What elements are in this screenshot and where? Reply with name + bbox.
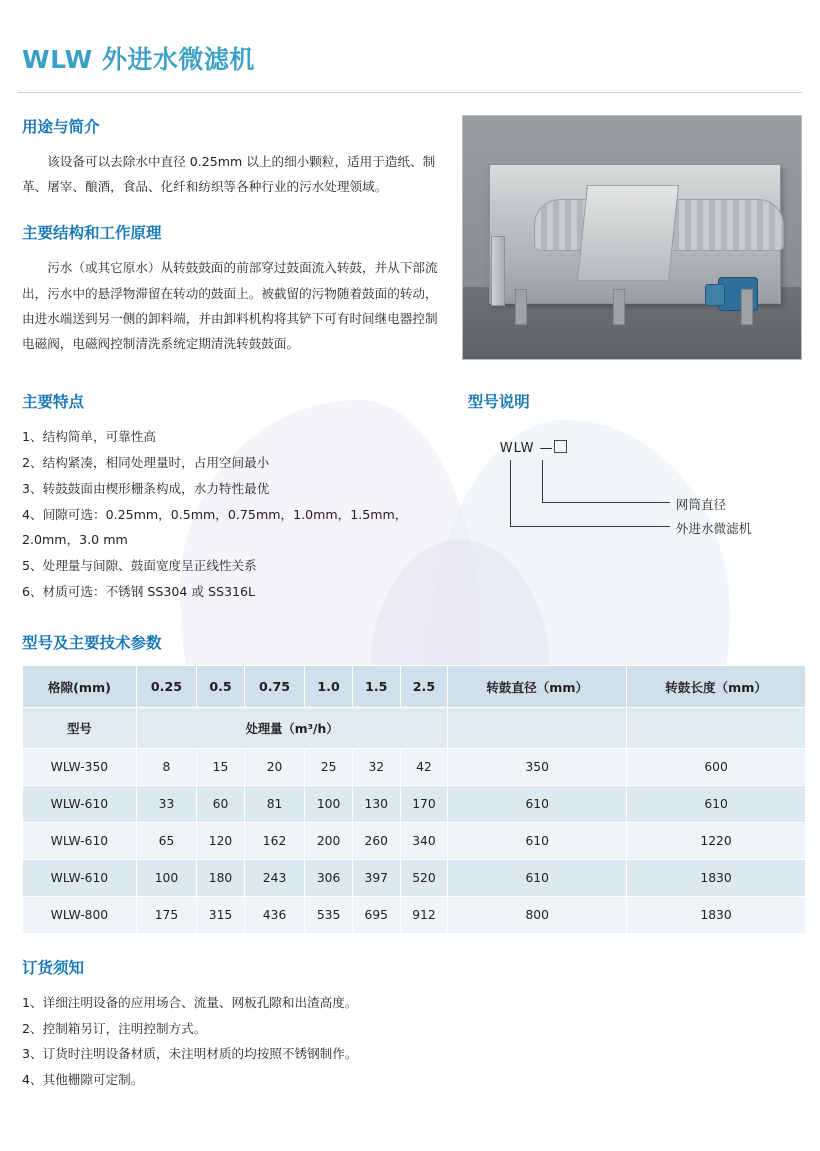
spec-table-body	[23, 707, 806, 933]
spec-table-section	[18, 631, 802, 934]
col-gap-label: 格隙(mm)	[23, 665, 137, 707]
cell-capacity: 695	[352, 896, 400, 933]
list-item: 3、转鼓鼓面由楔形栅条构成，水力特性最优	[22, 480, 270, 496]
list-item: 3、订货时注明设备材质，未注明材质的均按照不锈钢制作。	[22, 1046, 358, 1062]
section-heading-principle: 主要结构和工作原理	[22, 224, 162, 243]
cell-drum-diameter: 610	[448, 785, 627, 822]
table-subheader-row	[23, 707, 806, 748]
cell-capacity: 15	[197, 748, 245, 785]
cell-drum-length: 600	[627, 748, 806, 785]
cell-drum-diameter: 800	[448, 896, 627, 933]
col-gap-1-5: 1.5	[352, 665, 400, 707]
cell-capacity: 120	[197, 822, 245, 859]
cell-capacity: 306	[305, 859, 353, 896]
leader-line-horizontal-upper	[542, 502, 670, 503]
intro-column	[18, 93, 444, 362]
cell-capacity: 32	[352, 748, 400, 785]
cell-model: WLW-800	[23, 896, 137, 933]
list-item: 1、结构简单，可靠性高	[22, 429, 156, 445]
intro-and-photo-row	[18, 93, 802, 362]
leader-line-vertical-inner	[542, 460, 543, 502]
model-code-prefix: WLW	[499, 441, 535, 457]
table-row	[23, 822, 806, 859]
model-code-string	[500, 440, 802, 456]
col-drum-length: 转鼓长度（mm）	[627, 665, 806, 707]
order-notes-section	[18, 956, 802, 1093]
col-gap-1-0: 1.0	[305, 665, 353, 707]
cell-capacity: 25	[305, 748, 353, 785]
subheader-blank-length	[627, 707, 806, 748]
list-item: 2、控制箱另订，注明控制方式。	[22, 1020, 207, 1036]
col-gap-0-5: 0.5	[197, 665, 245, 707]
cell-capacity: 8	[136, 748, 196, 785]
cell-capacity: 912	[400, 896, 448, 933]
model-callout-machine-type: 外进水微滤机	[675, 521, 752, 537]
cell-model: WLW-610	[23, 859, 137, 896]
features-column	[18, 368, 446, 605]
photo-hood	[577, 185, 679, 281]
list-item: 1、详细注明设备的应用场合、流量、网板孔隙和出渣高度。	[22, 994, 358, 1010]
cell-capacity: 397	[352, 859, 400, 896]
cell-capacity: 175	[136, 896, 196, 933]
cell-capacity: 162	[244, 822, 304, 859]
cell-capacity: 100	[305, 785, 353, 822]
cell-drum-length: 1830	[627, 859, 806, 896]
cell-capacity: 20	[244, 748, 304, 785]
principle-paragraph: 污水（或其它原水）从转鼓鼓面的前部穿过鼓面流入转鼓，并从下部流出，污水中的悬浮物滞留在转动的鼓面上。被截留的污物随着鼓面的转动，由进水端送到另一侧的卸料端，并由卸料机构将其铲下可有时间继电器控制电磁阀，电磁阀控制清洗系统定期清洗转鼓鼓面。	[22, 260, 438, 351]
cell-capacity: 315	[197, 896, 245, 933]
leader-line-horizontal-lower	[510, 526, 670, 527]
table-row	[23, 859, 806, 896]
cell-capacity: 33	[136, 785, 196, 822]
model-callout-drum-diameter: 网筒直径	[675, 497, 727, 513]
cell-model: WLW-610	[23, 822, 137, 859]
cell-capacity: 340	[400, 822, 448, 859]
features-list	[22, 424, 446, 605]
model-code-diagram	[500, 440, 802, 560]
cell-drum-diameter: 610	[448, 859, 627, 896]
cell-capacity: 81	[244, 785, 304, 822]
table-header-row	[23, 665, 806, 707]
list-item: 4、其他栅隙可定制。	[22, 1072, 144, 1088]
photo-leg	[515, 289, 527, 325]
col-gap-0-75: 0.75	[244, 665, 304, 707]
model-code-box	[554, 440, 567, 453]
photo-leg	[741, 289, 753, 325]
product-photo	[462, 115, 802, 360]
cell-capacity: 60	[197, 785, 245, 822]
cell-drum-length: 1220	[627, 822, 806, 859]
model-code-dash: —	[539, 441, 554, 457]
table-row	[23, 896, 806, 933]
photo-inlet-pipe	[491, 236, 505, 306]
product-photo-wrapper	[462, 115, 802, 360]
cell-capacity: 42	[400, 748, 448, 785]
cell-capacity: 130	[352, 785, 400, 822]
leader-line-vertical-outer	[510, 460, 511, 526]
cell-model: WLW-350	[23, 748, 137, 785]
section-heading-features: 主要特点	[22, 393, 85, 412]
cell-model: WLW-610	[23, 785, 137, 822]
page-title: WLW 外进水微滤机	[22, 45, 255, 74]
section-heading-spec: 型号及主要技术参数	[22, 633, 162, 652]
col-gap-0-25: 0.25	[136, 665, 196, 707]
table-row	[23, 785, 806, 822]
cell-capacity: 520	[400, 859, 448, 896]
list-item: 6、材质可选：不锈钢 SS304 或 SS316L	[22, 584, 256, 599]
page-content	[0, 40, 820, 1107]
cell-capacity: 200	[305, 822, 353, 859]
section-heading-model-code: 型号说明	[467, 393, 530, 412]
cell-capacity: 260	[352, 822, 400, 859]
cell-capacity: 243	[244, 859, 304, 896]
col-drum-diameter: 转鼓直径（mm）	[448, 665, 627, 707]
list-item: 2、结构紧凑，相同处理量时，占用空间最小	[22, 454, 270, 470]
section-heading-intro: 用途与简介	[22, 118, 100, 136]
spec-table	[22, 665, 806, 934]
spec-table-head	[23, 665, 806, 707]
subheader-model-label: 型号	[23, 707, 137, 748]
intro-paragraph: 该设备可以去除水中直径 0.25mm 以上的细小颗粒，适用于造纸、制革、屠宰、酿酒，食品、化纤和纺织等各种行业的污水处理领域。	[22, 154, 436, 195]
cell-drum-length: 610	[627, 785, 806, 822]
photo-machine-body	[489, 164, 781, 304]
subheader-capacity-label: 处理量（m³/h）	[136, 707, 448, 748]
subheader-blank-diameter	[448, 707, 627, 748]
cell-capacity: 100	[136, 859, 196, 896]
cell-drum-diameter: 350	[448, 748, 627, 785]
order-notes-list	[22, 990, 802, 1093]
page-bottom-margin	[18, 1093, 802, 1107]
cell-drum-diameter: 610	[448, 822, 627, 859]
cell-capacity: 170	[400, 785, 448, 822]
model-code-column	[464, 368, 802, 560]
list-item: 4、间隙可选：0.25mm，0.5mm，0.75mm，1.0mm，1.5mm，2.0mm，3.0 mm	[22, 506, 408, 548]
photo-leg	[613, 289, 625, 325]
list-item: 5、处理量与间隙、鼓面宽度呈正线性关系	[22, 558, 257, 574]
col-gap-2-5: 2.5	[400, 665, 448, 707]
cell-capacity: 436	[244, 896, 304, 933]
cell-capacity: 180	[197, 859, 245, 896]
cell-capacity: 535	[305, 896, 353, 933]
table-row	[23, 748, 806, 785]
features-and-model-row	[18, 368, 802, 605]
cell-capacity: 65	[136, 822, 196, 859]
cell-drum-length: 1830	[627, 896, 806, 933]
section-heading-order-notes: 订货须知	[22, 958, 85, 977]
